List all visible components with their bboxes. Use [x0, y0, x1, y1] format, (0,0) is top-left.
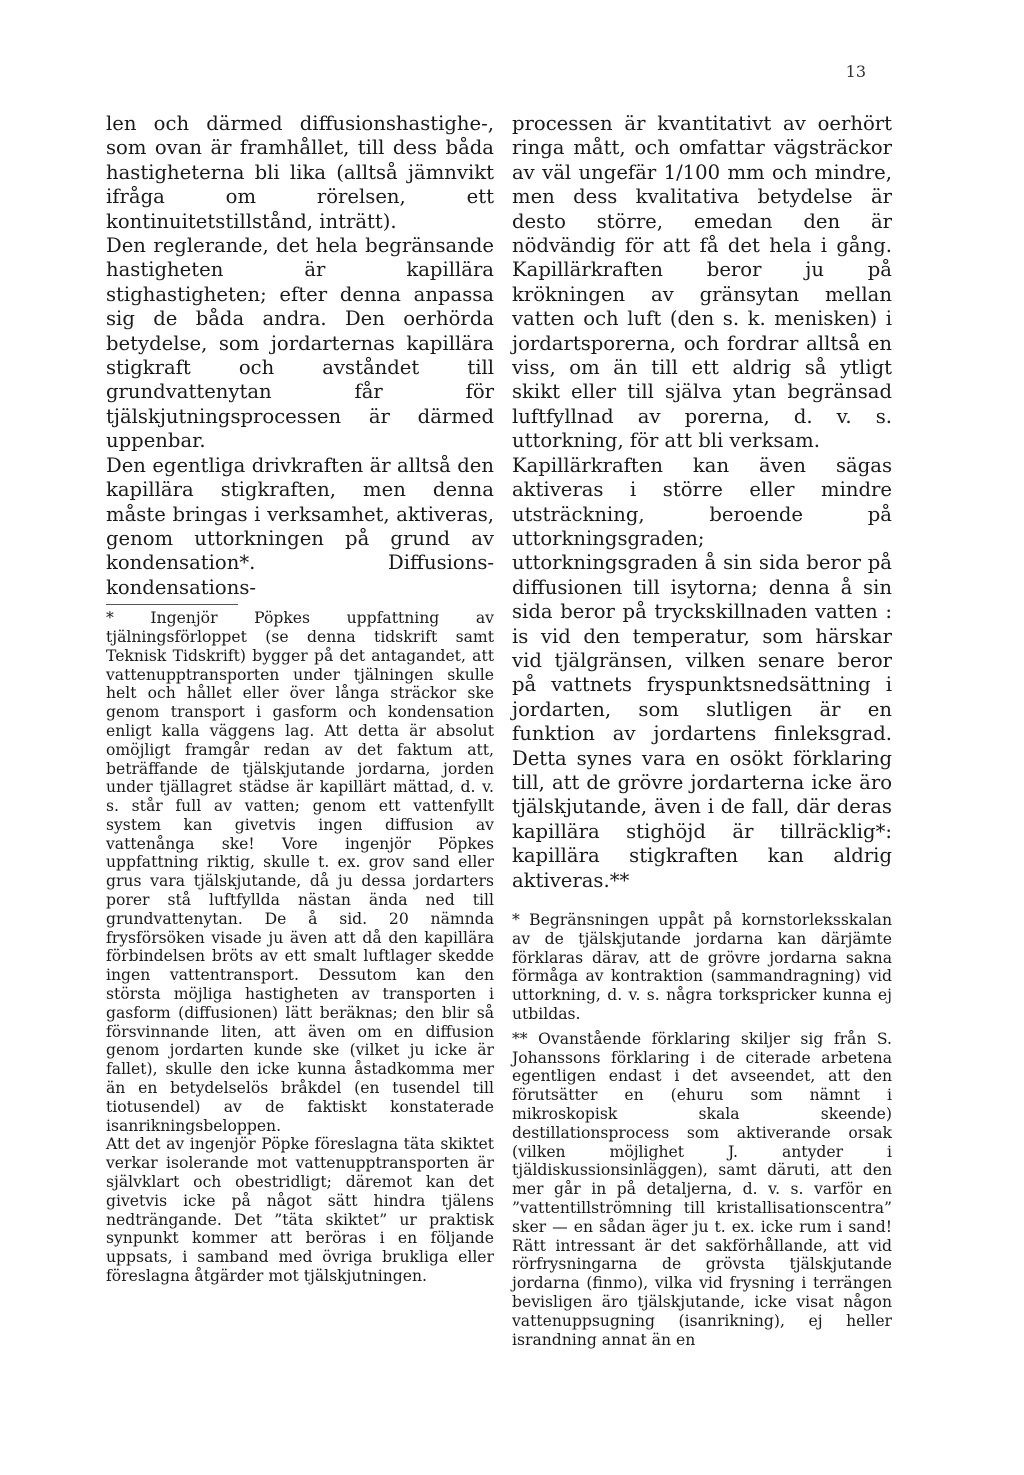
- footnote-spacer: [512, 893, 892, 911]
- left-column: [106, 112, 494, 1286]
- right-column: [512, 112, 892, 1349]
- left-main-text: [106, 112, 494, 600]
- paragraph: Den reglerande, det hela begränsande hastigheten är kapillära stighastigheten; efter denna anpassa sig de båda andra. Den oerhörda betydelse, som jordarternas kapillära stigkraft och avståndet till grundvattenytan får för tjälskjutningsprocessen är därmed uppenbar.: [106, 234, 494, 453]
- paragraph: processen är kvantitativt av oerhört ringa mått, och omfattar vägsträckor av väl ungefär 1/100 mm och mindre, men dess kvalitativa betydelse är desto större, emedan den är nödvändig för att få det hela i gång. Kapillärkraften beror ju på krökningen av gränsytan mellan vatten och luft (den s. k. menisken) i jordartsporerna, och fordrar alltså en viss, om än till ett aldrig så ytligt skikt eller till själva ytan begränsad luftfyllnad av porerna, d. v. s. uttorkning, för att bli verksam.: [512, 112, 892, 453]
- footnote-divider: [106, 604, 238, 605]
- paragraph: Den egentliga drivkraften är alltså den kapillära stigkraften, men denna måste bringas i verksamhet, aktiveras, genom uttorkningen på grund av kondensation*. Diffusions-kondensations-: [106, 453, 494, 599]
- footnote: ** Ovanstående förklaring skiljer sig från S. Johanssons förklaring i de citerade arbetena egentligen endast i det avseendet, att den förutsätter en (ehuru som nämnt i mikroskopisk skala skeende) destillationsprocess som aktiverande orsak (vilken möjlighet J. antyder i tjäldiskussionsinläggen), samt däruti, att den mer går in på detaljerna, d. v. s. varför en ”vattentillströmning till kristallisationscentra” sker — en sådan äger ju t. ex. icke rum i sand! Rätt intressant är det sakförhållande, att vid rörfrysningarna de grövsta tjälskjutande jordarna (finmo), vilka vid frysning i terrängen bevisligen äro tjälskjutande, icke visat någon vattenuppsugning (isanrikning), ej heller israndning annat än en: [512, 1029, 892, 1349]
- footnote-continuation: Att det av ingenjör Pöpke föreslagna täta skiktet verkar isolerande mot vattenupptransporten är självklart och obestridligt; däremot kan det givetvis icke på något sätt hindra tjälens nedträngande. Det ”täta skiktet” ur praktisk synpunkt kommer att beröras i en följande uppsats, i samband med övriga brukliga eller föreslagna åtgärder mot tjälskjutningen.: [106, 1135, 494, 1286]
- footnote: * Begränsningen uppåt på kornstorleksskalan av de tjälskjutande jordarna kan därjämte förklaras därav, att de grövre jordarna sakna förmåga av kontraktion (sammandragning) vid uttorkning, d. v. s. några torkspricker kunna ej utbildas.: [512, 911, 892, 1023]
- page-number: 13: [845, 62, 866, 81]
- footnote: * Ingenjör Pöpkes uppfattning av tjälningsförloppet (se denna tidskrift samt Teknisk Tidskrift) bygger på det antagandet, att vattenupptransporten under tjälningen skulle helt och hållet eller över långa sträckor ske genom transport i gasform och kondensation enligt kalla väggens lag. Att detta är absolut omöjligt framgår redan av det faktum att, beträffande de tjälskjutande jordarna, jorden under tjällagret städse är kapillärt mättad, d. v. s. står full av vatten; genom ett vattenfyllt system kan givetvis ingen diffusion av vattenånga ske! Vore ingenjör Pöpkes uppfattning riktig, skulle t. ex. grov sand eller grus vara tjälskjutande, då ju dessa jordarters porer stå luftfyllda nästan ända ned till grundvattenytan. De å sid. 20 nämnda frysförsöken visade ju även att då den kapillära förbindelsen bröts av ett smalt luftlager skedde ingen vattentransport. Dessutom kan den största möjliga hastigheten av transporten i gasform (diffusionen) lätt beräknas; den blir så försvinnande liten, att även om en diffusion genom jordarten kunde ske (vilket ju icke är fallet), skulle den icke kunna åstadkomma mer än en betydelselös bråkdel (en tusendel till tiotusendel) av de faktiskt konstaterade isanrikningsbeloppen.: [106, 609, 494, 1135]
- paragraph: Kapillärkraften kan även sägas aktiveras i större eller mindre utsträckning, beroende på uttorkningsgraden; uttorkningsgraden å sin sida beror på diffusionen till isytorna; denna å sin sida beror på tryckskillnaden vatten : is vid den temperatur, som härskar vid tjälgränsen, vilken senare beror på vattnets fryspunktsnedsättning i jordarten, som slutligen är en funktion av jordartens finleksgrad. Detta synes vara en osökt förklaring till, att de grövre jordarterna icke äro tjälskjutande, även i de fall, där deras kapillära stighöjd är tillräcklig*: kapillära stigkraften kan aldrig aktiveras.**: [512, 453, 892, 892]
- paragraph: len och därmed diffusionshastighe-, som ovan är framhållet, till dess båda hastigheterna bli lika (alltså jämnvikt ifråga om rörelsen, ett kontinuitetstillstånd, inträtt).: [106, 112, 494, 233]
- right-main-text: [512, 112, 892, 893]
